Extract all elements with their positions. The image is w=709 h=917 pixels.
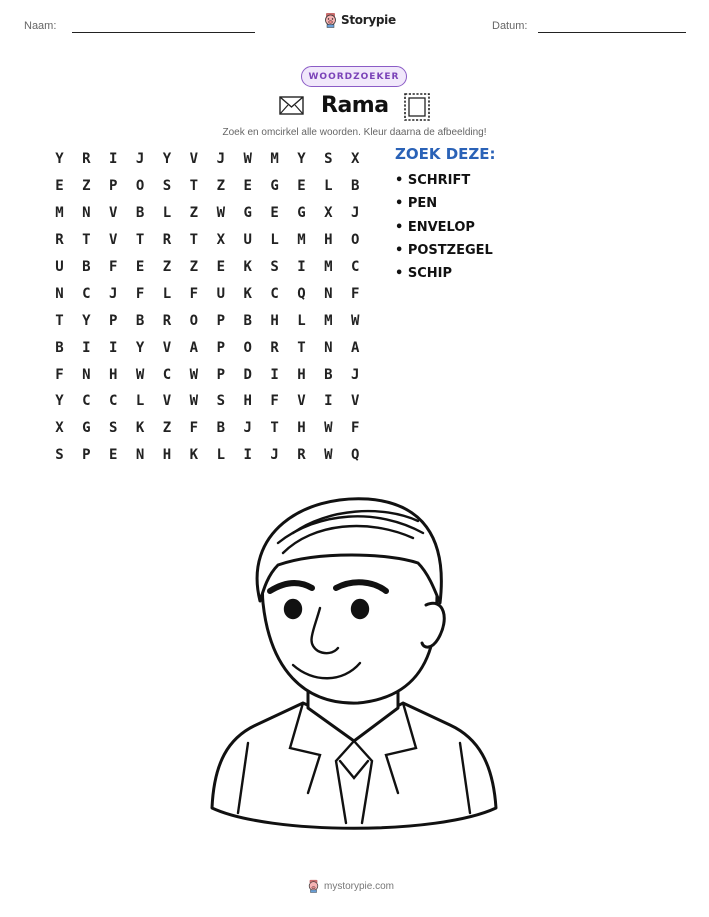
grid-cell[interactable]: R [55,232,64,249]
grid-cell[interactable]: I [324,393,333,410]
grid-cell[interactable]: F [109,259,118,275]
grid-cell[interactable]: E [216,259,225,275]
grid-cell[interactable]: J [135,151,145,168]
grid-cell[interactable]: F [55,366,64,383]
grid-cell[interactable]: W [189,393,199,410]
grid-cell[interactable]: I [297,259,306,275]
grid-cell[interactable]: Y [297,151,306,168]
grid-row [46,307,369,334]
grid-cell[interactable]: F [189,420,199,437]
grid-cell[interactable]: U [243,232,252,249]
grid-cell[interactable]: I [109,151,118,168]
grid-cell[interactable]: I [82,339,91,356]
grid-cell[interactable]: R [297,447,306,464]
grid-cell[interactable]: T [189,178,199,195]
grid-cell[interactable]: B [243,312,252,329]
grid-cell[interactable]: Q [351,447,360,464]
grid-cell[interactable]: V [351,393,360,410]
grid-cell[interactable]: T [135,232,145,249]
grid-cell[interactable]: P [216,366,225,383]
grid-cell[interactable]: Z [82,178,91,195]
grid-cell[interactable]: H [162,447,172,464]
grid-cell[interactable]: B [135,205,145,222]
grid-cell[interactable]: M [270,151,279,168]
grid-cell[interactable]: E [109,447,118,464]
grid-cell[interactable]: N [82,366,91,383]
word-list-item: • SCHIP [395,265,493,288]
grid-cell[interactable]: J [351,205,360,222]
grid-cell[interactable]: V [297,393,306,410]
grid-cell[interactable]: B [82,259,91,275]
grid-cell[interactable]: V [162,393,172,410]
grid-cell[interactable]: N [82,205,91,222]
grid-cell[interactable]: H [297,420,306,437]
grid-cell[interactable]: W [243,151,252,168]
word-list-item: • SCHRIFT [395,172,493,195]
brand-name: Storypie [341,13,396,27]
grid-cell[interactable]: E [135,259,145,275]
title-row [0,92,709,122]
grid-cell[interactable]: U [55,259,64,275]
grid-row [46,227,369,254]
grid-cell[interactable]: Z [162,420,172,437]
grid-cell[interactable]: C [82,393,91,410]
page-title: Rama [321,93,389,118]
grid-cell[interactable]: O [243,339,252,356]
footer [307,879,394,893]
grid-cell[interactable]: F [270,393,279,410]
grid-cell[interactable]: W [324,420,333,437]
grid-cell[interactable]: O [351,232,360,249]
grid-cell[interactable]: X [351,151,360,168]
grid-cell[interactable]: F [351,420,360,437]
grid-cell[interactable]: N [55,285,64,302]
grid-cell[interactable]: S [324,151,333,168]
grid-cell[interactable]: P [216,312,225,329]
grid-cell[interactable]: T [82,232,91,249]
grid-cell[interactable]: I [109,339,118,356]
grid-row [46,254,369,281]
grid-cell[interactable]: W [351,312,360,329]
grid-cell[interactable]: S [270,259,279,275]
grid-cell[interactable]: D [243,366,252,383]
grid-cell[interactable]: S [109,420,118,437]
date-label: Datum: [492,20,528,32]
grid-cell[interactable]: L [270,232,279,249]
grid-cell[interactable]: K [243,285,252,302]
grid-cell[interactable]: B [324,366,333,383]
grid-cell[interactable]: A [189,339,199,356]
date-line[interactable] [538,32,686,33]
grid-cell[interactable]: J [270,447,279,464]
grid-cell[interactable]: L [297,312,306,329]
grid-cell[interactable]: Y [55,393,64,410]
grid-cell[interactable]: C [162,366,172,383]
pig-icon [307,879,320,893]
grid-cell[interactable]: T [297,339,306,356]
word-list-item: • POSTZEGEL [395,242,493,265]
footer-url[interactable]: mystorypie.com [324,880,395,892]
grid-cell[interactable]: G [297,205,306,222]
grid-cell[interactable]: N [324,285,333,302]
word-list-title: ZOEK DEZE: [395,145,496,163]
grid-cell[interactable]: W [216,205,225,222]
grid-cell[interactable]: C [109,393,118,410]
grid-cell[interactable]: C [351,259,360,275]
grid-cell[interactable]: P [216,339,225,356]
word-list-item: • PEN [395,195,493,218]
grid-cell[interactable]: S [162,178,172,195]
puzzle-type-badge: WOORDZOEKER [301,66,407,87]
envelope-icon [279,96,304,115]
grid-cell[interactable]: L [162,205,172,222]
grid-row [46,334,369,361]
grid-cell[interactable]: T [55,312,64,329]
grid-cell[interactable]: R [270,339,279,356]
name-line[interactable] [72,32,255,33]
grid-cell[interactable]: Y [162,151,172,168]
grid-cell[interactable]: L [135,393,145,410]
grid-cell[interactable]: J [216,151,225,168]
grid-row [46,361,369,388]
grid-cell[interactable]: H [324,232,333,249]
grid-cell[interactable]: R [162,232,172,249]
pig-icon [323,12,338,28]
grid-cell[interactable]: J [109,285,118,302]
grid-cell[interactable]: K [189,447,199,464]
grid-cell[interactable]: N [135,447,145,464]
grid-cell[interactable]: F [351,285,360,302]
grid-cell[interactable]: B [55,339,64,356]
grid-row [46,415,369,442]
grid-cell[interactable]: W [324,447,333,464]
grid-cell[interactable]: X [324,205,333,222]
grid-cell[interactable]: G [270,178,279,195]
grid-cell[interactable]: S [55,447,64,464]
grid-cell[interactable]: B [135,312,145,329]
grid-cell[interactable]: E [55,178,64,195]
grid-cell[interactable]: E [270,205,279,222]
brand-logo [323,12,396,28]
grid-cell[interactable]: Z [216,178,225,195]
grid-cell[interactable]: P [82,447,91,464]
grid-cell[interactable]: A [351,339,360,356]
grid-cell[interactable]: P [109,312,118,329]
grid-cell[interactable]: V [109,205,118,222]
grid-cell[interactable]: Z [189,259,199,275]
grid-cell[interactable]: G [82,420,91,437]
grid-cell[interactable]: Z [189,205,199,222]
grid-cell[interactable]: U [216,285,225,302]
grid-cell[interactable]: T [189,232,199,249]
grid-cell[interactable]: Q [297,285,306,302]
grid-cell[interactable]: B [351,178,360,195]
word-search-grid [46,146,369,469]
grid-cell[interactable]: M [55,205,64,222]
grid-cell[interactable]: O [135,178,145,195]
grid-cell[interactable]: H [243,393,252,410]
grid-row [46,173,369,200]
grid-cell[interactable]: N [324,339,333,356]
grid-cell[interactable]: R [82,151,91,168]
grid-cell[interactable]: E [243,178,252,195]
grid-cell[interactable]: H [270,312,279,329]
grid-cell[interactable]: I [243,447,252,464]
grid-cell[interactable]: M [324,312,333,329]
grid-row [46,280,369,307]
grid-cell[interactable]: V [162,339,172,356]
grid-cell[interactable]: X [55,420,64,437]
grid-cell[interactable]: T [270,420,279,437]
grid-cell[interactable]: Z [162,259,172,275]
grid-cell[interactable]: R [162,312,172,329]
grid-cell[interactable]: J [243,420,252,437]
word-list-item: • ENVELOP [395,219,493,242]
grid-cell[interactable]: L [324,178,333,195]
grid-cell[interactable]: V [109,232,118,249]
grid-row [46,388,369,415]
grid-cell[interactable]: W [189,366,199,383]
grid-cell[interactable]: J [351,366,360,383]
grid-row [46,146,369,173]
grid-cell[interactable]: M [324,259,333,275]
grid-cell[interactable]: K [135,420,145,437]
grid-cell[interactable]: I [270,366,279,383]
grid-cell[interactable]: H [109,366,118,383]
grid-cell[interactable]: P [109,178,118,195]
grid-cell[interactable]: Y [135,339,145,356]
grid-cell[interactable]: O [189,312,199,329]
grid-cell[interactable]: L [216,447,225,464]
grid-row [46,200,369,227]
grid-row [46,442,369,469]
grid-cell[interactable]: L [162,285,172,302]
grid-cell[interactable]: Y [55,151,64,168]
instructions: Zoek en omcirkel alle woorden. Kleur daarna de afbeelding! [222,127,487,138]
grid-cell[interactable]: V [189,151,199,168]
grid-cell[interactable]: Y [82,312,91,329]
name-label: Naam: [24,20,57,32]
grid-cell[interactable]: H [297,366,306,383]
man-portrait-coloring-icon [208,493,500,848]
word-list [395,172,493,288]
grid-cell[interactable]: K [243,259,252,275]
grid-cell[interactable]: B [216,420,225,437]
grid-cell[interactable]: G [243,205,252,222]
grid-cell[interactable]: S [216,393,225,410]
grid-cell[interactable]: C [82,285,91,302]
grid-cell[interactable]: F [189,285,199,302]
grid-cell[interactable]: E [297,178,306,195]
grid-cell[interactable]: W [135,366,145,383]
stamp-icon [403,92,431,122]
grid-cell[interactable]: F [135,285,145,302]
grid-cell[interactable]: M [297,232,306,249]
grid-cell[interactable]: X [216,232,225,249]
grid-cell[interactable]: C [270,285,279,302]
